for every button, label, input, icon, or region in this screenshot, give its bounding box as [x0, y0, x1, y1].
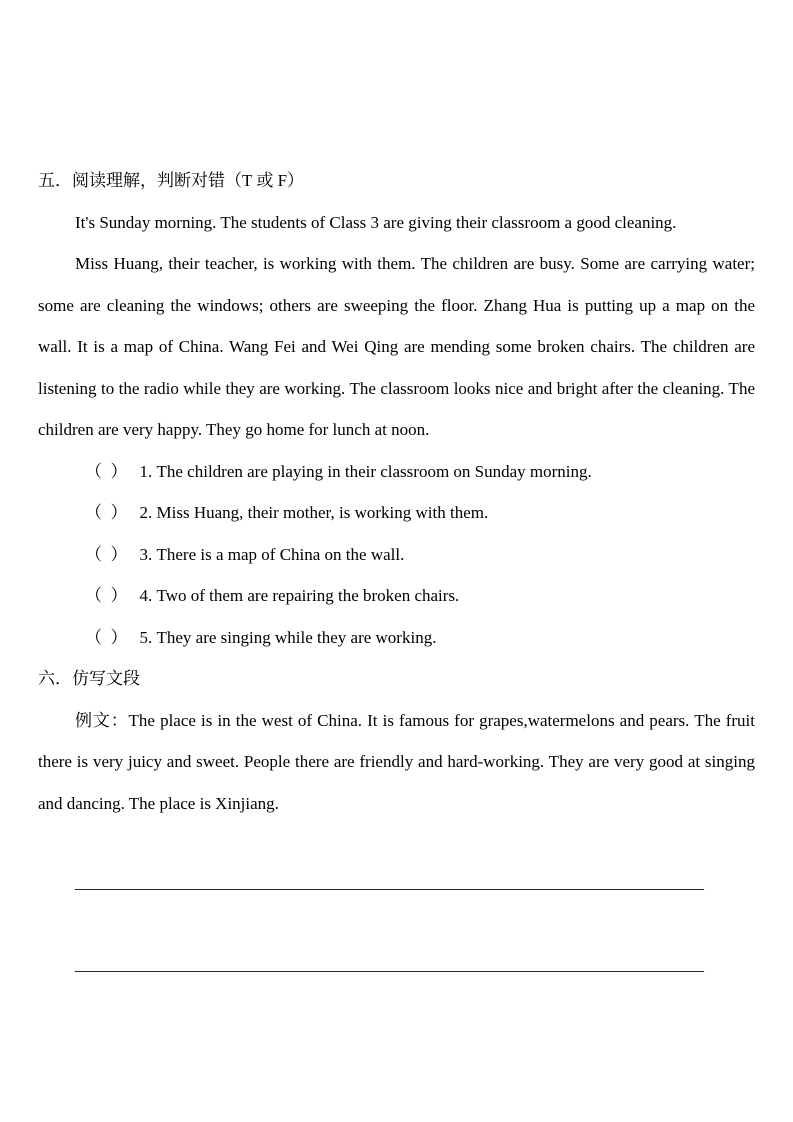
answer-bracket: （ ）	[85, 544, 128, 564]
question-text: 3. There is a map of China on the wall.	[139, 544, 405, 564]
question-item-2	[38, 492, 755, 534]
question-item-3	[38, 534, 755, 576]
answer-line-1: __________________________________________________________________________	[75, 873, 704, 892]
section-reading-heading: 五．阅读理解，判断对错（T 或 F）	[38, 171, 305, 190]
question-text: 5. They are singing while they are working.	[139, 627, 437, 647]
question-text: 2. Miss Huang, their mother, is working with them.	[139, 503, 489, 522]
example-text: The place is in the west of China. It is famous for grapes,watermelons and pears. The fruit there is very juicy and sweet. People there are friendly and hard-working. They are very good at singing and dancing. The place is Xinjiang.	[38, 710, 756, 813]
answer-line-2: __________________________________________________________________________	[75, 954, 704, 974]
reading-passage-paragraph: Miss Huang, their teacher, is working with them. The children are busy. Some are carrying water; some are cleaning the windows; others are sweeping the floor. Zhang Hua is putting up a map on the wall. It is a map of China. Wang Fei and Wei Qing are mending some broken chairs. The children are listening to the radio while they are working. The classroom looks nice and bright after the cleaning. The children are very happy. They go home for lunch at noon.	[38, 254, 755, 439]
answer-bracket: （ ）	[85, 586, 128, 605]
question-item-1	[38, 451, 755, 493]
answer-bracket: （ ）	[85, 461, 128, 481]
question-text: 4. Two of them are repairing the broken chairs.	[139, 586, 460, 605]
reading-intro-paragraph: It's Sunday morning. The students of Class 3 are giving their classroom a good cleaning.	[75, 212, 677, 232]
section-writing-heading: 六．仿写文段	[38, 669, 140, 688]
answer-bracket: （ ）	[85, 627, 128, 647]
question-item-5	[38, 617, 755, 659]
example-label: 例文：	[75, 710, 129, 730]
question-text: 1. The children are playing in their classroom on Sunday morning.	[139, 461, 592, 481]
writing-example-paragraph	[38, 700, 755, 825]
question-item-4	[38, 575, 755, 617]
answer-bracket: （ ）	[85, 503, 128, 522]
